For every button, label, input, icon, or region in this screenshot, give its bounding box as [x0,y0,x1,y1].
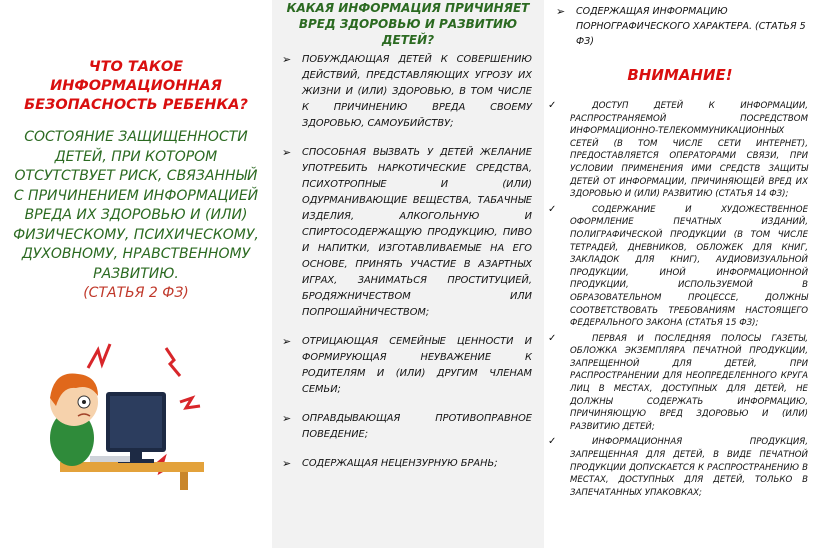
list-item [548,203,808,330]
list-item [282,411,532,443]
attention-list [548,100,808,502]
checkmark-icon: ✓ [548,436,557,448]
panel-middle [272,0,544,548]
list-item-text: ДОСТУП ДЕТЕЙ К ИНФОРМАЦИИ, РАСПРОСТРАНЯЕМОЙ ПОСРЕДСТВОМ ИНФОРМАЦИОННО-ТЕЛЕКОММУНИКАЦИОННЫХ СЕТЕЙ (В ТОМ ЧИСЛЕ СЕТИ ИНТЕРНЕТ), ПРЕДОСТАВЛЯЕТСЯ ОПЕРАТОРАМИ СВЯЗИ, ПРИ УСЛОВИИ ПРИМЕНЕНИЯ ИМИ СРЕДСТВ ЗАЩИТЫ ДЕТЕЙ ОТ ИНФОРМАЦИИ, ПРИЧИНЯЮЩЕЙ ВРЕД ИХ ЗДОРОВЬЮ И (ИЛИ) РАЗВИТИЮ (СТАТЬЯ 14 ФЗ); [570,101,808,200]
list-item-text: СОДЕРЖАЩАЯ НЕЦЕНЗУРНУЮ БРАНЬ; [302,458,498,469]
list-item-text: ОПРАВДЫВАЮЩАЯ ПРОТИВОПРАВНОЕ ПОВЕДЕНИЕ; [302,413,532,440]
list-item [548,100,808,201]
list-item [548,436,808,499]
list-item [282,145,532,321]
list-item [282,456,532,472]
panel1-reference: (СТАТЬЯ 2 ФЗ) [83,285,189,301]
list-item-text: ИНФОРМАЦИОННАЯ ПРОДУКЦИЯ, ЗАПРЕЩЕННАЯ ДЛЯ ДЕТЕЙ, В ВИДЕ ПЕЧАТНОЙ ПРОДУКЦИИ ДОПУСКАЕТСЯ К РАСПРОСТРАНЕНИЮ В МЕСТАХ, ДОСТУПНЫХ ДЛЯ ДЕТЕЙ, ТОЛЬКО В ЗАПЕЧАТАННЫХ УПАКОВКАХ; [570,437,808,498]
arrow-bullet-icon: ➢ [556,5,566,18]
arrow-bullet-icon: ➢ [282,412,292,425]
list-item-text: ОТРИЦАЮЩАЯ СЕМЕЙНЫЕ ЦЕННОСТИ И ФОРМИРУЮЩАЯ НЕУВАЖЕНИЕ К РОДИТЕЛЯМ И (ИЛИ) ДРУГИМ ЧЛЕНАМ СЕМЬИ; [302,336,532,395]
arrow-bullet-icon: ➢ [282,335,292,348]
checkmark-icon: ✓ [548,203,557,215]
arrow-bullet-icon: ➢ [282,53,292,66]
stress-zigzag-icon [180,398,200,408]
panel1-title: ЧТО ТАКОЕ ИНФОРМАЦИОННАЯ БЕЗОПАСНОСТЬ РЕБЕНКА? [24,59,248,113]
panel1-definition: СОСТОЯНИЕ ЗАЩИЩЕННОСТИ ДЕТЕЙ, ПРИ КОТОРОМ ОТСУТСТВУЕТ РИСК, СВЯЗАННЫЙ С ПРИЧИНЕНИЕМ ИНФОРМАЦИЕЙ ВРЕДА ИХ ЗДОРОВЬЮ И (ИЛИ) ФИЗИЧЕСКОМУ, ПСИХИЧЕСКОМУ, ДУХОВНОМУ, НРАВСТВЕННОМУ РАЗВИТИЮ. [13,129,259,282]
desk [60,462,204,472]
list-item-text: ПЕРВАЯ И ПОСЛЕДНЯЯ ПОЛОСЫ ГАЗЕТЫ, ОБЛОЖКА ЭКЗЕМПЛЯРА ПЕЧАТНОЙ ПРОДУКЦИИ, ЗАПРЕЩЕННОЙ ДЛЯ ДЕТЕЙ, ПРИ РАСПРОСТРАНЕНИИ ДЛЯ НЕОПРЕДЕЛЕННОГО КРУГА ЛИЦ В МЕСТАХ, ДОСТУПНЫХ ДЛЯ ДЕТЕЙ, НЕ ДОЛЖНЫ СОДЕРЖАТЬ ИНФОРМАЦИЮ, ПРИЧИНЯЮЩУЮ ВРЕД ЗДОРОВЬЮ И (ИЛИ) РАЗВИТИЮ ДЕТЕЙ; [570,333,808,432]
stress-zigzag-icon [88,344,110,368]
panel-right [544,0,816,548]
panel-left [0,0,272,548]
panel1-body [8,128,264,304]
attention-heading: ВНИМАНИЕ! [627,66,733,84]
list-item [282,334,532,398]
panel3-top-item-text: СОДЕРЖАЩАЯ ИНФОРМАЦИЮ ПОРНОГРАФИЧЕСКОГО ХАРАКТЕРА. (СТАТЬЯ 5 ФЗ) [576,6,806,47]
checkmark-icon: ✓ [548,100,557,111]
harmful-info-list [282,52,532,485]
stress-zigzag-icon [166,348,180,376]
list-item-text: СОДЕРЖАНИЕ И ХУДОЖЕСТВЕННОЕ ОФОРМЛЕНИЕ ПЕЧАТНЫХ ИЗДАНИЙ, ПОЛИГРАФИЧЕСКОЙ ПРОДУКЦИИ (В ТОМ ЧИСЛЕ ТЕТРАДЕЙ, ДНЕВНИКОВ, ОБЛОЖЕК ДЛЯ КНИГ, ЗАКЛАДОК ДЛЯ КНИГ), АУДИОВИЗУАЛЬНОЙ ПРОДУКЦИИ, ИНОЙ ИНФОРМАЦИОННОЙ ПРОДУКЦИИ, ИСПОЛЬЗУЕМОЙ В ОБРАЗОВАТЕЛЬНОМ ПРОЦЕССЕ, ДОЛЖНЫ СООТВЕТСТВОВАТЬ ТРЕБОВАНИЯМ НАСТОЯЩЕГО ФЕДЕРАЛЬНОГО ЗАКОНА (СТАТЬЯ 15 ФЗ); [570,204,808,329]
panel3-top-item [556,4,806,49]
arrow-bullet-icon: ➢ [282,457,292,470]
checkmark-icon: ✓ [548,332,557,344]
list-item-text: ПОБУЖДАЮЩАЯ ДЕТЕЙ К СОВЕРШЕНИЮ ДЕЙСТВИЙ, ПРЕДСТАВЛЯЮЩИХ УГРОЗУ ИХ ЖИЗНИ И (ИЛИ) ЗДОРОВЬЮ, В ТОМ ЧИСЛЕ К ПРИЧИНЕНИЮ ВРЕДА СВОЕМУ ЗДОРОВЬЮ, САМОУБИЙСТВУ; [302,54,532,129]
arrow-bullet-icon: ➢ [282,146,292,159]
stressed-child-at-computer-illustration [40,340,210,490]
list-item [282,52,532,132]
list-item-text: СПОСОБНАЯ ВЫЗВАТЬ У ДЕТЕЙ ЖЕЛАНИЕ УПОТРЕБИТЬ НАРКОТИЧЕСКИЕ СРЕДСТВА, ПСИХОТРОПНЫЕ И (ИЛИ) ОДУРМАНИВАЮЩИЕ ВЕЩЕСТВА, ТАБАЧНЫЕ ИЗДЕЛИЯ, АЛКОГОЛЬНУЮ И СПИРТОСОДЕРЖАЩУЮ ПРОДУКЦИЮ, ПИВО И НАПИТКИ, ИЗГОТАВЛИВАЕМЫЕ НА ЕГО ОСНОВЕ, ПРИНЯТЬ УЧАСТИЕ В АЗАРТНЫХ ИГРАХ, ЗАНИМАТЬСЯ ПРОСТИТУЦИЕЙ, БРОДЯЖНИЧЕСТВОМ ИЛИ ПОПРОШАЙНИЧЕСТВОМ; [302,147,532,318]
panel2-title: КАКАЯ ИНФОРМАЦИЯ ПРИЧИНЯЕТ ВРЕД ЗДОРОВЬЮ И РАЗВИТИЮ ДЕТЕЙ? [286,1,530,47]
keyboard-icon [90,456,130,462]
list-item [548,332,808,434]
